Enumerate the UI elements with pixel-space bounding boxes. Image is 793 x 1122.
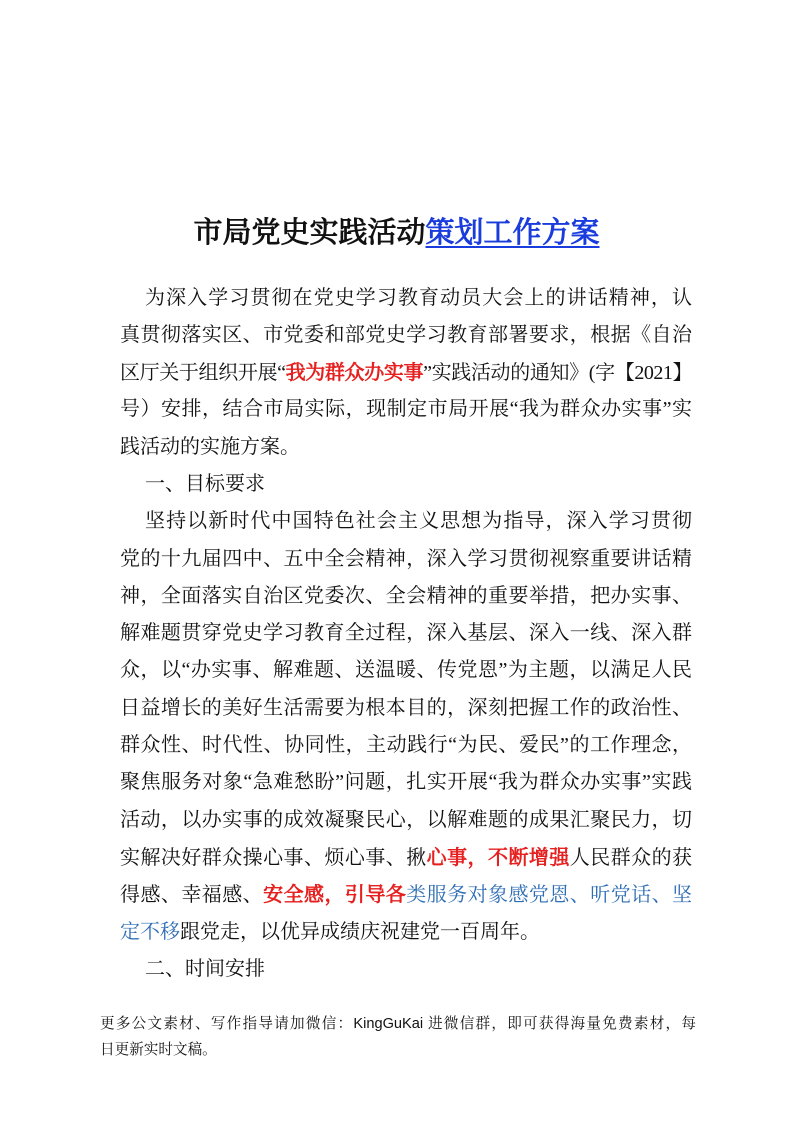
line-text: ”实践活动的通知》(字【2021】: [423, 362, 692, 385]
paragraph-line: 党的十九届四中、五中全会精神，深入学习贯彻视察重要讲话精: [120, 547, 692, 570]
footer-line: 日更新实时文稿。: [100, 1042, 217, 1058]
paragraph-line: 日益增长的美好生活需要为根本目的，深刻把握工作的政治性、: [120, 696, 692, 719]
paragraph-line: 践活动的实施方案。: [120, 435, 300, 458]
highlight-red-text: 我为群众办实事: [285, 360, 424, 385]
paragraph-line: 真贯彻落实区、市党委和部党史学习教育部署要求，根据《自治: [120, 323, 692, 346]
highlight-blue-text: 类服务对象感党恩、听党话、坚: [406, 884, 693, 907]
intro-paragraph: [120, 280, 692, 466]
title-main-text: 市局党史实践活动: [193, 215, 426, 249]
document-body: [120, 280, 692, 989]
footer-text: 进微信群，即可获得海量免费素材，每: [423, 1016, 696, 1032]
paragraph-line: 解难题贯穿党史学习教育全过程，深入基层、深入一线、深入群: [120, 622, 692, 645]
paragraph-line: 聚焦服务对象“急难愁盼”问题，扎实开展“我为群众办实事”实践: [120, 771, 692, 794]
footer-note: [100, 1011, 696, 1063]
paragraph-line: [120, 839, 692, 876]
paragraph-line: 众，以“办实事、解难题、送温暖、传党恩”为主题，以满足人民: [120, 659, 692, 682]
line-text: 区厅关于组织开展“: [120, 362, 286, 385]
paragraph-line: 坚持以新时代中国特色社会主义思想为指导，深入学习贯彻: [145, 510, 692, 533]
title-link-text[interactable]: 策划工作方案: [425, 215, 600, 249]
highlight-red-text: 安全感，引导各: [263, 882, 407, 907]
paragraph-line: 活动，以办实事的成效凝聚民心，以解难题的成果汇聚民力，切: [120, 808, 692, 831]
paragraph-line: 群众性、时代性、协同性，主动践行“为民、爱民”的工作理念，: [120, 734, 692, 757]
section-heading-schedule: 二、时间安排: [145, 957, 265, 980]
line-text: 跟党走，以优异成绩庆祝建党一百周年。: [180, 920, 540, 943]
paragraph-line: [120, 914, 692, 951]
goals-paragraph: [120, 503, 692, 951]
highlight-red-text: 心事，不断增强: [426, 844, 570, 869]
document-title: [0, 212, 793, 252]
footer-text: 更多公文素材、写作指导请加微信：: [100, 1016, 354, 1032]
paragraph-line: [120, 354, 692, 391]
paragraph-line: 号）安排，结合市局实际，现制定市局开展“我为群众办实事”实: [120, 398, 692, 421]
paragraph-line: 神，全面落实自治区党委次、全会精神的重要举措，把办实事、: [120, 584, 692, 607]
footer-wechat-id: KingGuKai: [353, 1016, 424, 1032]
section-heading-goals: 一、目标要求: [145, 472, 265, 495]
paragraph-line: 为深入学习贯彻在党史学习教育动员大会上的讲话精神，认: [145, 286, 692, 309]
line-text: 得感、幸福感、: [120, 884, 264, 907]
line-text: 实解决好群众操心事、烦心事、揪: [120, 846, 427, 869]
line-text: 人民群众的获: [569, 846, 693, 869]
highlight-blue-text: 定不移: [120, 920, 180, 943]
footer-line: [100, 1011, 696, 1037]
paragraph-line: [120, 876, 692, 913]
